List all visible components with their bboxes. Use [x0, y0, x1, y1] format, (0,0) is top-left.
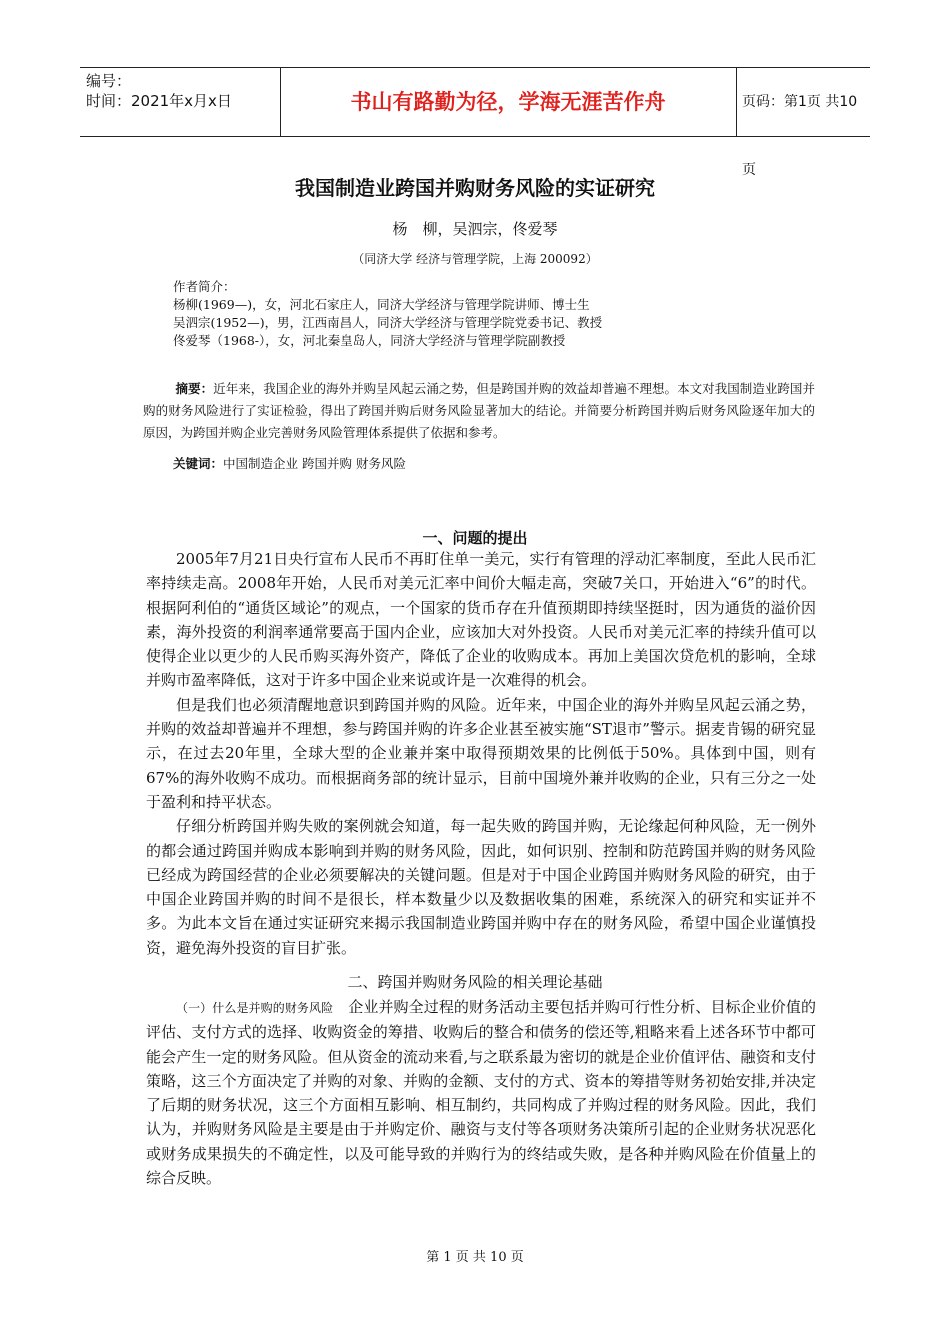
abstract-text: 近年来，我国企业的海外并购呈风起云涌之势，但是跨国并购的效益却普遍不理想。本文对我国制造业跨国并购的财务风险进行了实证检验，得出了跨国并购后财务风险显著加大的结论。并简要分析跨国并购后财务风险逐年加大的原因，为跨国并购企业完善财务风险管理体系提供了依据和参考。	[143, 381, 815, 440]
author-intro-line: 吴泗宗(1952—)，男，江西南昌人，同济大学经济与管理学院党委书记、教授	[173, 315, 603, 330]
subsection-text: 企业并购全过程的财务活动主要包括并购可行性分析、目标企业价值的评估、支付方式的选择、收购资金的筹措、收购后的整合和债务的偿还等,粗略来看上述各环节中都可能会产生一定的财务风险。但从资金的流动来看,与之联系最为密切的就是企业价值评估、融资和支付策略，这三个方面决定了并购的对象、并购的金额、支付的方式、资本的筹措等财务初始安排,并决定了后期的财务状况，这三个方面相互影响、相互制约，共同构成了并购过程的财务风险。因此，我们认为，并购财务风险是主要是由于并购定价、融资与支付等各项财务决策所引起的企业财务状况恶化或财务成果损失的不确定性，以及可能导致的并购行为的终结或失败，是各种并购风险在价值量上的综合反映。	[146, 998, 816, 1188]
author-introduction	[173, 278, 602, 350]
body-paragraph: 但是我们也必须清醒地意识到跨国并购的风险。近年来，中国企业的海外并购呈风起云涌之势，并购的效益却普遍并不理想，参与跨国并购的许多企业甚至被实施“ST退市”警示。据麦肯锡的研究显示，在过去20年里，全球大型的企业兼并案中取得预期效果的比例低于50%。具体到中国，则有67%的海外收购不成功。而根据商务部的统计显示，目前中国境外兼并收购的企业，只有三分之一处于盈利和持平状态。	[146, 695, 816, 811]
document-number-label: 编号：	[86, 72, 132, 90]
subsection-heading: （一）什么是并购的财务风险	[176, 1001, 334, 1015]
page-header	[80, 67, 870, 178]
author-intro-line: 佟爱琴（1968-），女，河北秦皇岛人，同济大学经济与管理学院副教授	[173, 333, 566, 348]
author-intro-heading: 作者简介：	[173, 279, 236, 294]
document-date: 时间：2021年x月x日	[86, 92, 232, 110]
header-meta	[80, 68, 280, 136]
body-paragraph: 2005年7月21日央行宣布人民币不再盯住单一美元，实行有管理的浮动汇率制度，至此人民币汇率持续走高。2008年开始，人民币对美元汇率中间价大幅走高，突破7关口，开始进入“6”的时代。根据阿利伯的“通货区域论”的观点，一个国家的货币存在升值预期即持续坚挺时，因为通货的溢价因素，海外投资的利润率通常要高于国内企业，应该加大对外投资。人民币对美元汇率的持续升值可以使得企业以更少的人民币购买海外资产，降低了企业的收购成本。再加上美国次贷危机的影响，全球并购市盈率降低，这对于许多中国企业来说或许是一次难得的机会。	[146, 550, 816, 690]
keywords-label: 关键词：	[173, 456, 224, 471]
section-1-body	[146, 547, 816, 960]
abstract	[143, 378, 815, 444]
header-page-info: 页码：第1页 共10页	[742, 94, 858, 178]
body-paragraph	[146, 995, 816, 1190]
keywords	[173, 454, 406, 472]
header-divider	[736, 68, 737, 136]
paper-title: 我国制造业跨国并购财务风险的实证研究	[295, 176, 655, 200]
abstract-label: 摘要：	[175, 381, 214, 396]
section-2-heading: 二、跨国并购财务风险的相关理论基础	[347, 973, 603, 991]
body-paragraph: 仔细分析跨国并购失败的案例就会知道，每一起失败的跨国并购，无论缘起何种风险，无一例外的都会通过跨国并购成本影响到并购的财务风险，因此，如何识别、控制和防范跨国并购的财务风险已经成为跨国经营的企业必须要解决的关键问题。但是对于中国企业跨国并购财务风险的研究，由于中国企业跨国并购的时间不是很长，样本数量少以及数据收集的困难，系统深入的研究和实证并不多。为此本文旨在通过实证研究来揭示我国制造业跨国并购中存在的财务风险，希望中国企业谨慎投资，避免海外投资的盲目扩张。	[146, 817, 816, 957]
paper-affiliation: （同济大学 经济与管理学院，上海 200092）	[352, 252, 598, 266]
keywords-text: 中国制造企业 跨国并购 财务风险	[223, 456, 406, 471]
section-2-body	[146, 995, 816, 1190]
header-divider	[280, 68, 281, 136]
header-motto: 书山有路勤为径，学海无涯苦作舟	[350, 90, 666, 114]
author-intro-line: 杨柳(1969—)，女，河北石家庄人，同济大学经济与管理学院讲师、博士生	[173, 297, 590, 312]
section-1-heading: 一、问题的提出	[422, 529, 528, 547]
page-footer: 第 1 页 共 10 页	[426, 1250, 524, 1265]
paper-authors: 杨 柳，吴泗宗，佟爱琴	[392, 220, 558, 238]
